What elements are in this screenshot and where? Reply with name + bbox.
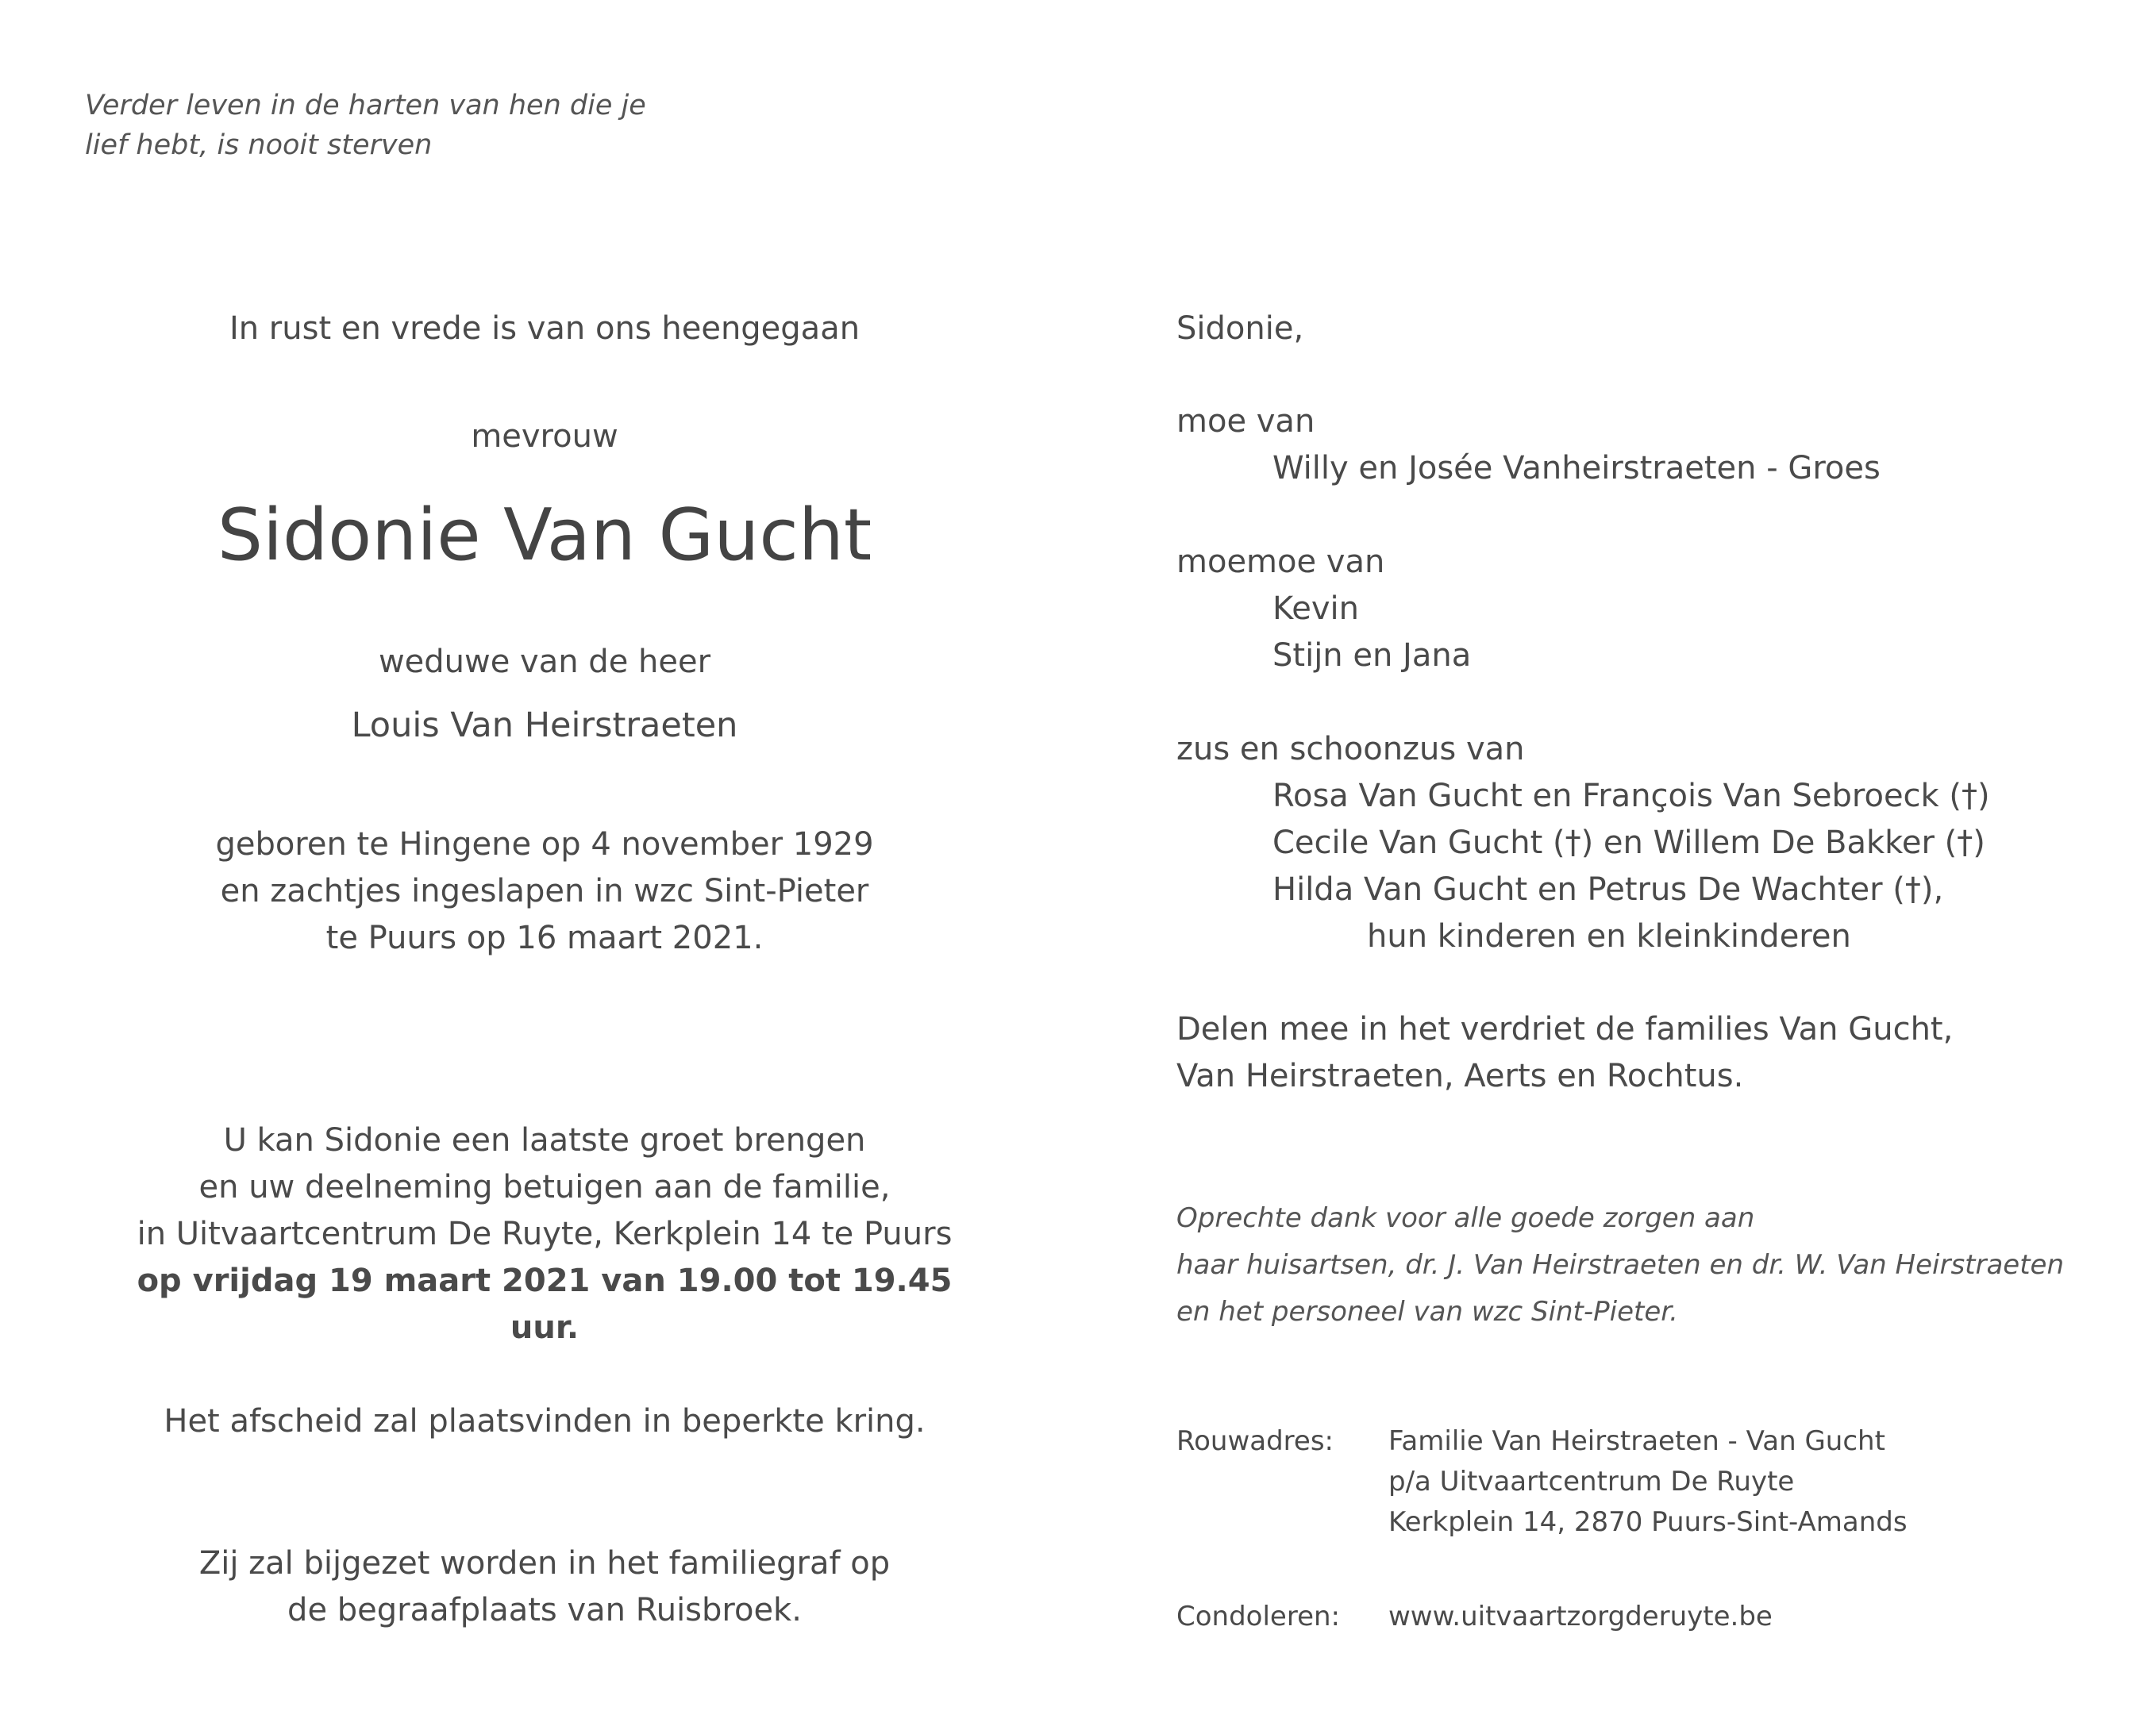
thanks-line: Oprechte dank voor alle goede zorgen aan — [1176, 1202, 1755, 1234]
address-line: p/a Uitvaartcentrum De Ruyte — [1388, 1466, 1795, 1498]
burial-block — [119, 1540, 970, 1634]
mother-label: moe van — [1176, 403, 1315, 440]
deceased-name: Sidonie Van Gucht — [217, 494, 872, 577]
address-line: Kerkplein 14, 2870 Puurs-Sint-Amands — [1388, 1506, 1908, 1538]
grandchild-name: Stijn en Jana — [1272, 637, 1472, 674]
quote — [85, 86, 646, 165]
grandmother-label: moemoe van — [1176, 544, 1385, 580]
mother-section — [1176, 398, 1881, 492]
visitation-line: in Uitvaartcentrum De Ruyte, Kerkplein 14 te Puurs — [137, 1216, 953, 1252]
address-line: Familie Van Heirstraeten - Van Gucht — [1388, 1425, 1885, 1457]
address-block — [1388, 1421, 1908, 1543]
salutation: Sidonie, — [1176, 310, 1304, 347]
sibling-name: Cecile Van Gucht (†) en Willem De Bakker (†) — [1272, 825, 1985, 861]
intro-text: In rust en vrede is van ons heengegaan — [229, 310, 860, 347]
sibling-section — [1176, 726, 1990, 960]
condolence-link[interactable]: www.uitvaartzorgderuyte.be — [1388, 1601, 1773, 1632]
families-line: Delen mee in het verdriet de families Van Gucht, — [1176, 1011, 1954, 1048]
thanks-block — [1176, 1195, 2064, 1336]
burial-line: Zij zal bijgezet worden in het familiegraf op — [198, 1545, 891, 1582]
visitation-line: en uw deelneming betuigen aan de familie, — [198, 1169, 891, 1205]
families-line: Van Heirstraeten, Aerts en Rochtus. — [1176, 1058, 1744, 1094]
quote-line: Verder leven in de harten van hen die je — [85, 90, 646, 121]
mother-of-names: Willy en Josée Vanheirstraeten - Groes — [1272, 450, 1881, 486]
title-text: mevrouw — [471, 418, 618, 455]
farewell-text: Het afscheid zal plaatsvinden in beperkte kring. — [164, 1403, 926, 1440]
birth-death-block — [119, 821, 970, 962]
burial-line: de begraafplaats van Ruisbroek. — [287, 1592, 802, 1628]
sibling-name: Rosa Van Gucht en François Van Sebroeck (†) — [1272, 778, 1990, 814]
thanks-line: en het personeel van wzc Sint-Pieter. — [1176, 1296, 1678, 1328]
birth-death-line: te Puurs op 16 maart 2021. — [325, 920, 764, 956]
sibling-label: zus en schoonzus van — [1176, 731, 1525, 767]
grandmother-section — [1176, 539, 1471, 679]
thanks-line: haar huisartsen, dr. J. Van Heirstraeten en dr. W. Van Heirstraeten — [1176, 1249, 2065, 1281]
families-block — [1176, 1006, 1953, 1100]
address-label: Rouwadres: — [1176, 1425, 1334, 1457]
sibling-descendants: hun kinderen en kleinkinderen — [1367, 918, 1851, 955]
visitation-time: op vrijdag 19 maart 2021 van 19.00 tot 19.45 uur. — [137, 1263, 953, 1346]
birth-death-line: en zachtjes ingeslapen in wzc Sint-Pieter — [220, 873, 869, 909]
birth-death-line: geboren te Hingene op 4 november 1929 — [215, 826, 874, 863]
condolence-label: Condoleren: — [1176, 1601, 1340, 1632]
sibling-name: Hilda Van Gucht en Petrus De Wachter (†), — [1272, 871, 1944, 908]
quote-line: lief hebt, is nooit sterven — [85, 129, 433, 161]
visitation-line: U kan Sidonie een laatste groet brengen — [223, 1122, 866, 1159]
grandchild-name: Kevin — [1272, 590, 1359, 627]
husband-name: Louis Van Heirstraeten — [351, 706, 738, 745]
visitation-block — [119, 1117, 970, 1351]
widow-of-text: weduwe van de heer — [378, 644, 711, 680]
